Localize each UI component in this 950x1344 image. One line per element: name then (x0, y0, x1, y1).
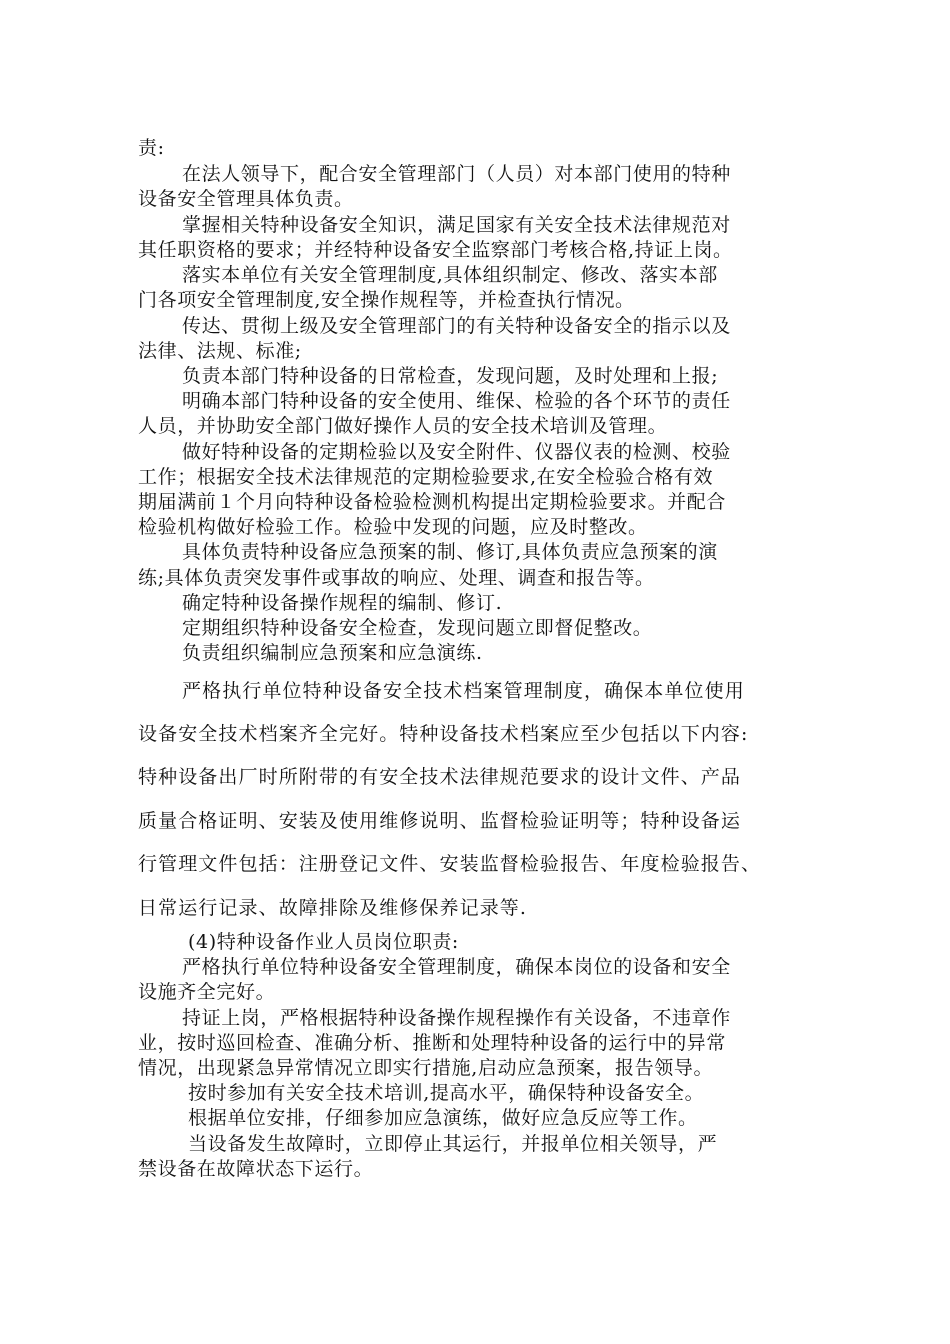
text-line-2: 在法人领导下，配合安全管理部门（人员）对本部门使用的特种 (182, 163, 731, 185)
text-line-14: 工作；根据安全技术法律规范的定期检验要求,在安全检验合格有效 (138, 466, 714, 488)
text-line-36: 当设备发生故障时，立即停止其运行，并报单位相关领导，严 (188, 1133, 718, 1155)
text-line-30: 设施齐全完好。 (138, 981, 276, 1003)
text-line-26: 行管理文件包括：注册登记文件、安装监督检验报告、年度检验报告、 (138, 853, 762, 875)
text-line-24: 特种设备出厂时所附带的有安全技术法律规范要求的设计文件、产品 (138, 766, 742, 788)
text-line-22: 严格执行单位特种设备安全技术档案管理制度，确保本单位使用 (182, 680, 745, 702)
text-line-18: 练;具体负责突发事件或事故的响应、处理、调查和报告等。 (138, 567, 655, 589)
text-line-8: 传达、贯彻上级及安全管理部门的有关特种设备安全的指示以及 (182, 315, 731, 337)
text-line-27: 日常运行记录、故障排除及维修保养记录等. (138, 897, 528, 919)
text-line-28: (4)特种设备作业人员岗位职责: (188, 931, 459, 953)
text-line-34: 按时参加有关安全技术培训,提高水平，确保特种设备安全。 (188, 1082, 705, 1104)
text-line-6: 落实本单位有关安全管理制度,具体组织制定、修改、落实本部 (182, 264, 718, 286)
text-line-1: 责: (138, 137, 165, 159)
text-line-33: 情况，出现紧急异常情况立即实行措施,启动应急预案，报告领导。 (138, 1057, 714, 1079)
text-line-29: 严格执行单位特种设备安全管理制度，确保本岗位的设备和安全 (182, 956, 731, 978)
text-line-9: 法律、法规、标准; (138, 340, 302, 362)
text-line-32: 业，按时巡回检查、准确分析、推断和处理特种设备的运行中的异常 (138, 1032, 727, 1054)
text-line-31: 持证上岗，严格根据特种设备操作规程操作有关设备，不违章作 (182, 1007, 731, 1029)
text-line-25: 质量合格证明、安装及使用维修说明、监督检验证明等；特种设备运 (138, 810, 742, 832)
text-line-23: 设备安全技术档案齐全完好。特种设备技术档案应至少包括以下内容: (138, 723, 749, 745)
text-line-35: 根据单位安排，仔细参加应急演练，做好应急反应等工作。 (188, 1107, 698, 1129)
text-line-21: 负责组织编制应急预案和应急演练. (182, 642, 483, 664)
text-line-16: 检验机构做好检验工作。检验中发现的问题，应及时整改。 (138, 516, 648, 538)
text-line-5: 其任职资格的要求；并经特种设备安全监察部门考核合格,持证上岗。 (138, 239, 733, 261)
text-line-4: 掌握相关特种设备安全知识，满足国家有关安全技术法律规范对 (182, 214, 731, 236)
text-line-37: 禁设备在故障状态下运行。 (138, 1158, 374, 1180)
text-line-7: 门各项安全管理制度,安全操作规程等，并检查执行情况。 (138, 289, 635, 311)
text-line-13: 做好特种设备的定期检验以及安全附件、仪器仪表的检测、校验 (182, 441, 731, 463)
text-line-17: 具体负责特种设备应急预案的制、修订,具体负责应急预案的演 (182, 541, 718, 563)
text-line-15: 期届满前１个月向特种设备检验检测机构提出定期检验要求。并配合 (138, 491, 727, 513)
text-line-20: 定期组织特种设备安全检查，发现问题立即督促整改。 (182, 617, 653, 639)
text-line-11: 明确本部门特种设备的安全使用、维保、检验的各个环节的责任 (182, 390, 731, 412)
text-line-10: 负责本部门特种设备的日常检查，发现问题，及时处理和上报; (182, 365, 719, 387)
text-line-3: 设备安全管理具体负责。 (138, 188, 354, 210)
text-line-12: 人员，并协助安全部门做好操作人员的安全技术培训及管理。 (138, 415, 668, 437)
text-line-19: 确定特种设备操作规程的编制、修订. (182, 592, 503, 614)
